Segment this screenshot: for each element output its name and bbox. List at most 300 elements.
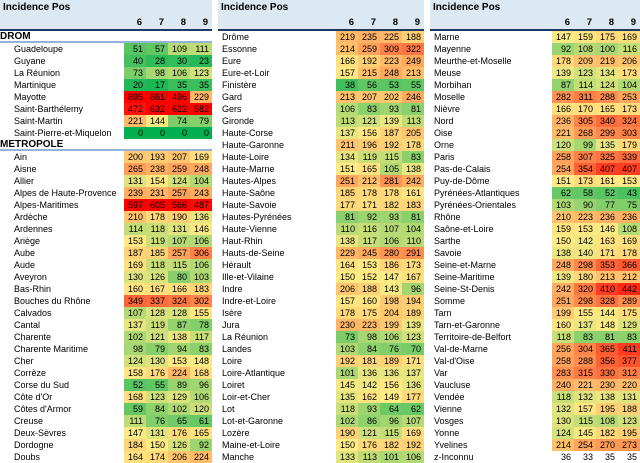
- value-cell[interactable]: 73: [124, 67, 146, 79]
- value-cell[interactable]: 136: [380, 367, 402, 379]
- column-header[interactable]: 9: [202, 17, 208, 28]
- value-cell[interactable]: 236: [618, 211, 640, 223]
- value-cell[interactable]: 246: [402, 91, 424, 103]
- value-cell[interactable]: 140: [574, 247, 596, 259]
- value-cell[interactable]: 177: [402, 391, 424, 403]
- value-cell[interactable]: 130: [552, 415, 574, 427]
- dept-name-cell[interactable]: Allier: [14, 176, 35, 186]
- value-cell[interactable]: 167: [146, 283, 168, 295]
- value-cell[interactable]: 151: [552, 175, 574, 187]
- value-cell[interactable]: 163: [596, 235, 618, 247]
- value-cell[interactable]: 210: [124, 211, 146, 223]
- value-cell[interactable]: 118: [552, 391, 574, 403]
- value-cell[interactable]: 306: [190, 247, 212, 259]
- value-cell[interactable]: 138: [552, 247, 574, 259]
- dept-name-cell[interactable]: La Réunion: [14, 68, 61, 78]
- value-cell[interactable]: 107: [124, 307, 146, 319]
- dept-name-cell[interactable]: Haute-Loire: [222, 152, 270, 162]
- value-cell[interactable]: 35: [604, 452, 615, 462]
- value-cell[interactable]: 205: [402, 127, 424, 139]
- value-cell[interactable]: 110: [402, 235, 424, 247]
- value-cell[interactable]: 173: [574, 175, 596, 187]
- column-header[interactable]: 6: [564, 17, 570, 28]
- value-cell[interactable]: 135: [336, 391, 358, 403]
- value-cell[interactable]: 150: [552, 235, 574, 247]
- value-cell[interactable]: 487: [190, 199, 212, 211]
- value-cell[interactable]: 175: [358, 307, 380, 319]
- column-header[interactable]: 7: [158, 17, 164, 28]
- value-cell[interactable]: 104: [402, 223, 424, 235]
- dept-name-cell[interactable]: Martinique: [14, 80, 57, 90]
- value-cell[interactable]: 144: [596, 307, 618, 319]
- value-cell[interactable]: 188: [358, 283, 380, 295]
- value-cell[interactable]: 248: [380, 67, 402, 79]
- value-cell[interactable]: 188: [618, 403, 640, 415]
- dept-name-cell[interactable]: Lot: [222, 404, 235, 414]
- value-cell[interactable]: 231: [146, 187, 168, 199]
- value-cell[interactable]: 106: [190, 235, 212, 247]
- value-cell[interactable]: 120: [190, 403, 212, 415]
- value-cell[interactable]: 121: [358, 427, 380, 439]
- value-cell[interactable]: 137: [574, 319, 596, 331]
- value-cell[interactable]: 169: [402, 427, 424, 439]
- value-cell[interactable]: 176: [358, 439, 380, 451]
- value-cell[interactable]: 57: [146, 43, 168, 55]
- value-cell[interactable]: 174: [146, 451, 168, 463]
- value-cell[interactable]: 221: [124, 115, 146, 127]
- value-cell[interactable]: 96: [380, 415, 402, 427]
- value-cell[interactable]: 106: [168, 67, 190, 79]
- dept-name-cell[interactable]: Hautes-Pyrénées: [222, 212, 292, 222]
- value-cell[interactable]: 224: [190, 451, 212, 463]
- dept-name-cell[interactable]: Mayenne: [434, 44, 472, 54]
- value-cell[interactable]: 182: [380, 439, 402, 451]
- value-cell[interactable]: 256: [552, 343, 574, 355]
- value-cell[interactable]: 123: [146, 391, 168, 403]
- dept-name-cell[interactable]: Gers: [222, 104, 242, 114]
- value-cell[interactable]: 99: [574, 139, 596, 151]
- dept-name-cell[interactable]: Nord: [434, 116, 454, 126]
- value-cell[interactable]: 87: [168, 319, 190, 331]
- value-cell[interactable]: 65: [168, 415, 190, 427]
- value-cell[interactable]: 171: [358, 199, 380, 211]
- value-cell[interactable]: 248: [190, 163, 212, 175]
- value-cell[interactable]: 199: [552, 307, 574, 319]
- value-cell[interactable]: 98: [358, 331, 380, 343]
- value-cell[interactable]: 160: [358, 295, 380, 307]
- value-cell[interactable]: 102: [124, 331, 146, 343]
- value-cell[interactable]: 178: [358, 187, 380, 199]
- value-cell[interactable]: 183: [190, 283, 212, 295]
- value-cell[interactable]: 118: [146, 223, 168, 235]
- group-header[interactable]: DROM: [0, 31, 212, 43]
- value-cell[interactable]: 185: [336, 187, 358, 199]
- value-cell[interactable]: 55: [146, 379, 168, 391]
- value-cell[interactable]: 192: [358, 55, 380, 67]
- value-cell[interactable]: 143: [380, 283, 402, 295]
- value-cell[interactable]: 106: [336, 103, 358, 115]
- dept-name-cell[interactable]: Mayotte: [14, 92, 47, 102]
- value-cell[interactable]: 128: [168, 307, 190, 319]
- value-cell[interactable]: 62: [402, 403, 424, 415]
- dept-name-cell[interactable]: La Réunion: [222, 332, 269, 342]
- value-cell[interactable]: 73: [336, 331, 358, 343]
- value-cell[interactable]: 52: [596, 187, 618, 199]
- value-cell[interactable]: 106: [380, 331, 402, 343]
- value-cell[interactable]: 117: [190, 331, 212, 343]
- value-cell[interactable]: 128: [146, 307, 168, 319]
- value-cell[interactable]: 283: [552, 367, 574, 379]
- value-cell[interactable]: 193: [146, 151, 168, 163]
- value-cell[interactable]: 35: [626, 452, 637, 462]
- value-cell[interactable]: 322: [402, 43, 424, 55]
- value-cell[interactable]: 30: [168, 55, 190, 67]
- dept-name-cell[interactable]: Seine-Maritime: [434, 272, 495, 282]
- value-cell[interactable]: 178: [402, 139, 424, 151]
- value-cell[interactable]: 76: [146, 415, 168, 427]
- value-cell[interactable]: 83: [358, 103, 380, 115]
- dept-name-cell[interactable]: Hautes-Alpes: [222, 176, 277, 186]
- value-cell[interactable]: 496: [168, 91, 190, 103]
- value-cell[interactable]: 159: [574, 31, 596, 43]
- value-cell[interactable]: 187: [124, 247, 146, 259]
- value-cell[interactable]: 113: [402, 115, 424, 127]
- value-cell[interactable]: 131: [124, 175, 146, 187]
- value-cell[interactable]: 169: [618, 235, 640, 247]
- value-cell[interactable]: 43: [618, 187, 640, 199]
- dept-name-cell[interactable]: Jura: [222, 320, 240, 330]
- value-cell[interactable]: 160: [124, 283, 146, 295]
- value-cell[interactable]: 353: [596, 259, 618, 271]
- value-cell[interactable]: 35: [190, 79, 212, 91]
- dept-name-cell[interactable]: Côtes d'Armor: [14, 404, 72, 414]
- value-cell[interactable]: 365: [596, 343, 618, 355]
- value-cell[interactable]: 161: [402, 187, 424, 199]
- value-cell[interactable]: 181: [358, 355, 380, 367]
- dept-name-cell[interactable]: Pas-de-Calais: [434, 164, 491, 174]
- value-cell[interactable]: 166: [552, 103, 574, 115]
- value-cell[interactable]: 134: [336, 151, 358, 163]
- value-cell[interactable]: 178: [146, 211, 168, 223]
- value-cell[interactable]: 209: [574, 55, 596, 67]
- value-cell[interactable]: 337: [146, 295, 168, 307]
- value-cell[interactable]: 182: [380, 199, 402, 211]
- dept-name-cell[interactable]: Landes: [222, 344, 252, 354]
- dept-name-cell[interactable]: Essonne: [222, 44, 258, 54]
- dept-name-cell[interactable]: Nièvre: [434, 104, 461, 114]
- value-cell[interactable]: 107: [402, 415, 424, 427]
- value-cell[interactable]: 236: [596, 211, 618, 223]
- value-cell[interactable]: 324: [168, 295, 190, 307]
- dept-name-cell[interactable]: Saône-et-Loire: [434, 224, 494, 234]
- value-cell[interactable]: 472: [124, 103, 146, 115]
- dept-name-cell[interactable]: Deux-Sèvres: [14, 428, 67, 438]
- value-cell[interactable]: 139: [552, 271, 574, 283]
- value-cell[interactable]: 103: [552, 199, 574, 211]
- value-cell[interactable]: 36: [560, 452, 571, 462]
- dept-name-cell[interactable]: Savoie: [434, 248, 462, 258]
- dept-name-cell[interactable]: Doubs: [14, 452, 41, 462]
- value-cell[interactable]: 145: [574, 427, 596, 439]
- dept-name-cell[interactable]: Vosges: [434, 416, 464, 426]
- value-cell[interactable]: 189: [402, 307, 424, 319]
- value-cell[interactable]: 134: [596, 67, 618, 79]
- value-cell[interactable]: 79: [146, 343, 168, 355]
- value-cell[interactable]: 83: [574, 331, 596, 343]
- dept-name-cell[interactable]: Bas-Rhin: [14, 284, 52, 294]
- value-cell[interactable]: 258: [552, 355, 574, 367]
- dept-name-cell[interactable]: Orne: [434, 140, 455, 150]
- dept-name-cell[interactable]: Lozère: [222, 428, 250, 438]
- value-cell[interactable]: 177: [336, 199, 358, 211]
- value-cell[interactable]: 176: [146, 367, 168, 379]
- value-cell[interactable]: 100: [596, 43, 618, 55]
- value-cell[interactable]: 325: [596, 151, 618, 163]
- value-cell[interactable]: 230: [336, 319, 358, 331]
- dept-name-cell[interactable]: Ardennes: [14, 224, 53, 234]
- dept-name-cell[interactable]: Haute-Garonne: [222, 140, 285, 150]
- value-cell[interactable]: 160: [552, 319, 574, 331]
- value-cell[interactable]: 157: [336, 295, 358, 307]
- value-cell[interactable]: 298: [574, 259, 596, 271]
- dept-name-cell[interactable]: Vendée: [434, 392, 465, 402]
- value-cell[interactable]: 299: [596, 127, 618, 139]
- value-cell[interactable]: 194: [402, 295, 424, 307]
- dept-name-cell[interactable]: Marne: [434, 32, 460, 42]
- value-cell[interactable]: 151: [336, 163, 358, 175]
- value-cell[interactable]: 407: [596, 163, 618, 175]
- value-cell[interactable]: 121: [358, 115, 380, 127]
- value-cell[interactable]: 147: [380, 271, 402, 283]
- value-cell[interactable]: 895: [124, 91, 146, 103]
- value-cell[interactable]: 92: [552, 43, 574, 55]
- value-cell[interactable]: 124: [124, 355, 146, 367]
- value-cell[interactable]: 106: [402, 451, 424, 463]
- value-cell[interactable]: 169: [124, 259, 146, 271]
- value-cell[interactable]: 178: [552, 55, 574, 67]
- dept-name-cell[interactable]: Aveyron: [14, 272, 47, 282]
- value-cell[interactable]: 80: [168, 271, 190, 283]
- value-cell[interactable]: 123: [402, 331, 424, 343]
- value-cell[interactable]: 120: [552, 139, 574, 151]
- value-cell[interactable]: 410: [596, 283, 618, 295]
- value-cell[interactable]: 109: [168, 43, 190, 55]
- value-cell[interactable]: 340: [596, 115, 618, 127]
- dept-name-cell[interactable]: Puy-de-Dôme: [434, 176, 490, 186]
- dept-name-cell[interactable]: Meuse: [434, 68, 462, 78]
- value-cell[interactable]: 377: [618, 355, 640, 367]
- value-cell[interactable]: 192: [402, 439, 424, 451]
- column-header[interactable]: 9: [414, 17, 420, 28]
- value-cell[interactable]: 76: [380, 343, 402, 355]
- dept-name-cell[interactable]: Finistère: [222, 80, 257, 90]
- value-cell[interactable]: 153: [168, 355, 190, 367]
- value-cell[interactable]: 53: [380, 79, 402, 91]
- value-cell[interactable]: 83: [618, 331, 640, 343]
- value-cell[interactable]: 77: [596, 199, 618, 211]
- value-cell[interactable]: 150: [336, 439, 358, 451]
- value-cell[interactable]: 253: [618, 91, 640, 103]
- value-cell[interactable]: 165: [190, 427, 212, 439]
- value-cell[interactable]: 115: [380, 427, 402, 439]
- value-cell[interactable]: 118: [336, 403, 358, 415]
- value-cell[interactable]: 103: [190, 271, 212, 283]
- value-cell[interactable]: 153: [618, 175, 640, 187]
- value-cell[interactable]: 124: [168, 175, 190, 187]
- value-cell[interactable]: 291: [402, 247, 424, 259]
- value-cell[interactable]: 328: [596, 295, 618, 307]
- value-cell[interactable]: 124: [596, 79, 618, 91]
- value-cell[interactable]: 273: [618, 439, 640, 451]
- dept-name-cell[interactable]: Dordogne: [14, 440, 54, 450]
- value-cell[interactable]: 251: [336, 175, 358, 187]
- dept-name-cell[interactable]: Haut-Rhin: [222, 236, 263, 246]
- value-cell[interactable]: 212: [358, 175, 380, 187]
- value-cell[interactable]: 92: [190, 439, 212, 451]
- value-cell[interactable]: 282: [552, 91, 574, 103]
- value-cell[interactable]: 148: [596, 319, 618, 331]
- value-cell[interactable]: 251: [552, 295, 574, 307]
- dept-name-cell[interactable]: Vaucluse: [434, 380, 471, 390]
- value-cell[interactable]: 90: [574, 199, 596, 211]
- dept-name-cell[interactable]: Morbihan: [434, 80, 472, 90]
- value-cell[interactable]: 61: [190, 415, 212, 427]
- value-cell[interactable]: 320: [574, 283, 596, 295]
- value-cell[interactable]: 243: [190, 187, 212, 199]
- dept-name-cell[interactable]: Charente: [14, 332, 52, 342]
- dept-name-cell[interactable]: Rhône: [434, 212, 461, 222]
- value-cell[interactable]: 118: [552, 331, 574, 343]
- value-cell[interactable]: 190: [336, 427, 358, 439]
- value-cell[interactable]: 354: [574, 163, 596, 175]
- dept-name-cell[interactable]: Var: [434, 368, 448, 378]
- value-cell[interactable]: 257: [168, 187, 190, 199]
- value-cell[interactable]: 214: [552, 439, 574, 451]
- dept-name-cell[interactable]: Moselle: [434, 92, 466, 102]
- value-cell[interactable]: 189: [380, 355, 402, 367]
- value-cell[interactable]: 148: [190, 355, 212, 367]
- value-cell[interactable]: 138: [168, 331, 190, 343]
- value-cell[interactable]: 137: [124, 319, 146, 331]
- value-cell[interactable]: 92: [358, 211, 380, 223]
- value-cell[interactable]: 98: [146, 67, 168, 79]
- value-cell[interactable]: 312: [618, 367, 640, 379]
- value-cell[interactable]: 93: [380, 103, 402, 115]
- value-cell[interactable]: 259: [358, 43, 380, 55]
- dept-name-cell[interactable]: Oise: [434, 128, 453, 138]
- value-cell[interactable]: 0: [190, 127, 212, 139]
- dept-name-cell[interactable]: Saint-Martin: [14, 116, 63, 126]
- value-cell[interactable]: 302: [190, 295, 212, 307]
- value-cell[interactable]: 173: [618, 103, 640, 115]
- value-cell[interactable]: 154: [146, 175, 168, 187]
- value-cell[interactable]: 605: [146, 199, 168, 211]
- value-cell[interactable]: 38: [336, 79, 358, 91]
- value-cell[interactable]: 81: [596, 331, 618, 343]
- value-cell[interactable]: 206: [618, 55, 640, 67]
- value-cell[interactable]: 115: [168, 259, 190, 271]
- dept-name-cell[interactable]: Maine-et-Loire: [222, 440, 281, 450]
- value-cell[interactable]: 173: [618, 67, 640, 79]
- value-cell[interactable]: 242: [402, 175, 424, 187]
- value-cell[interactable]: 62: [552, 187, 574, 199]
- value-cell[interactable]: 153: [124, 235, 146, 247]
- value-cell[interactable]: 129: [168, 391, 190, 403]
- dept-name-cell[interactable]: Seine-et-Marne: [434, 260, 497, 270]
- value-cell[interactable]: 149: [380, 391, 402, 403]
- value-cell[interactable]: 582: [190, 103, 212, 115]
- value-cell[interactable]: 169: [618, 31, 640, 43]
- value-cell[interactable]: 150: [336, 271, 358, 283]
- value-cell[interactable]: 152: [358, 271, 380, 283]
- value-cell[interactable]: 105: [380, 163, 402, 175]
- value-cell[interactable]: 157: [574, 403, 596, 415]
- value-cell[interactable]: 315: [574, 367, 596, 379]
- dept-name-cell[interactable]: Lot-et-Garonne: [222, 416, 284, 426]
- value-cell[interactable]: 108: [618, 223, 640, 235]
- value-cell[interactable]: 173: [402, 259, 424, 271]
- value-cell[interactable]: 55: [402, 79, 424, 91]
- dept-name-cell[interactable]: Hérault: [222, 260, 252, 270]
- value-cell[interactable]: 101: [336, 367, 358, 379]
- value-cell[interactable]: 56: [358, 79, 380, 91]
- value-cell[interactable]: 304: [574, 343, 596, 355]
- value-cell[interactable]: 221: [574, 379, 596, 391]
- value-cell[interactable]: 254: [574, 439, 596, 451]
- dept-name-cell[interactable]: Charente Maritime: [14, 344, 89, 354]
- value-cell[interactable]: 86: [358, 415, 380, 427]
- value-cell[interactable]: 106: [380, 235, 402, 247]
- value-cell[interactable]: 111: [190, 43, 212, 55]
- value-cell[interactable]: 51: [124, 43, 146, 55]
- value-cell[interactable]: 268: [574, 127, 596, 139]
- value-cell[interactable]: 229: [190, 91, 212, 103]
- value-cell[interactable]: 58: [574, 187, 596, 199]
- value-cell[interactable]: 138: [336, 235, 358, 247]
- value-cell[interactable]: 110: [336, 223, 358, 235]
- value-cell[interactable]: 288: [596, 91, 618, 103]
- value-cell[interactable]: 142: [574, 235, 596, 247]
- value-cell[interactable]: 17: [146, 79, 168, 91]
- dept-name-cell[interactable]: Tarn: [434, 308, 452, 318]
- value-cell[interactable]: 210: [552, 211, 574, 223]
- dept-name-cell[interactable]: Alpes-Maritimes: [14, 200, 79, 210]
- value-cell[interactable]: 280: [380, 247, 402, 259]
- value-cell[interactable]: 144: [146, 115, 168, 127]
- value-cell[interactable]: 106: [190, 259, 212, 271]
- value-cell[interactable]: 139: [380, 115, 402, 127]
- value-cell[interactable]: 182: [596, 427, 618, 439]
- value-cell[interactable]: 156: [358, 127, 380, 139]
- value-cell[interactable]: 139: [402, 319, 424, 331]
- dept-name-cell[interactable]: z-Inconnu: [434, 452, 474, 462]
- value-cell[interactable]: 107: [380, 223, 402, 235]
- value-cell[interactable]: 131: [618, 391, 640, 403]
- value-cell[interactable]: 161: [596, 175, 618, 187]
- value-cell[interactable]: 442: [618, 283, 640, 295]
- value-cell[interactable]: 142: [358, 379, 380, 391]
- value-cell[interactable]: 138: [402, 163, 424, 175]
- value-cell[interactable]: 230: [596, 379, 618, 391]
- value-cell[interactable]: 219: [336, 31, 358, 43]
- value-cell[interactable]: 119: [358, 151, 380, 163]
- dept-name-cell[interactable]: Loire: [222, 356, 243, 366]
- value-cell[interactable]: 84: [146, 403, 168, 415]
- dept-name-cell[interactable]: Seine-St-Denis: [434, 284, 495, 294]
- column-header[interactable]: 6: [348, 17, 354, 28]
- value-cell[interactable]: 81: [336, 211, 358, 223]
- value-cell[interactable]: 324: [618, 115, 640, 127]
